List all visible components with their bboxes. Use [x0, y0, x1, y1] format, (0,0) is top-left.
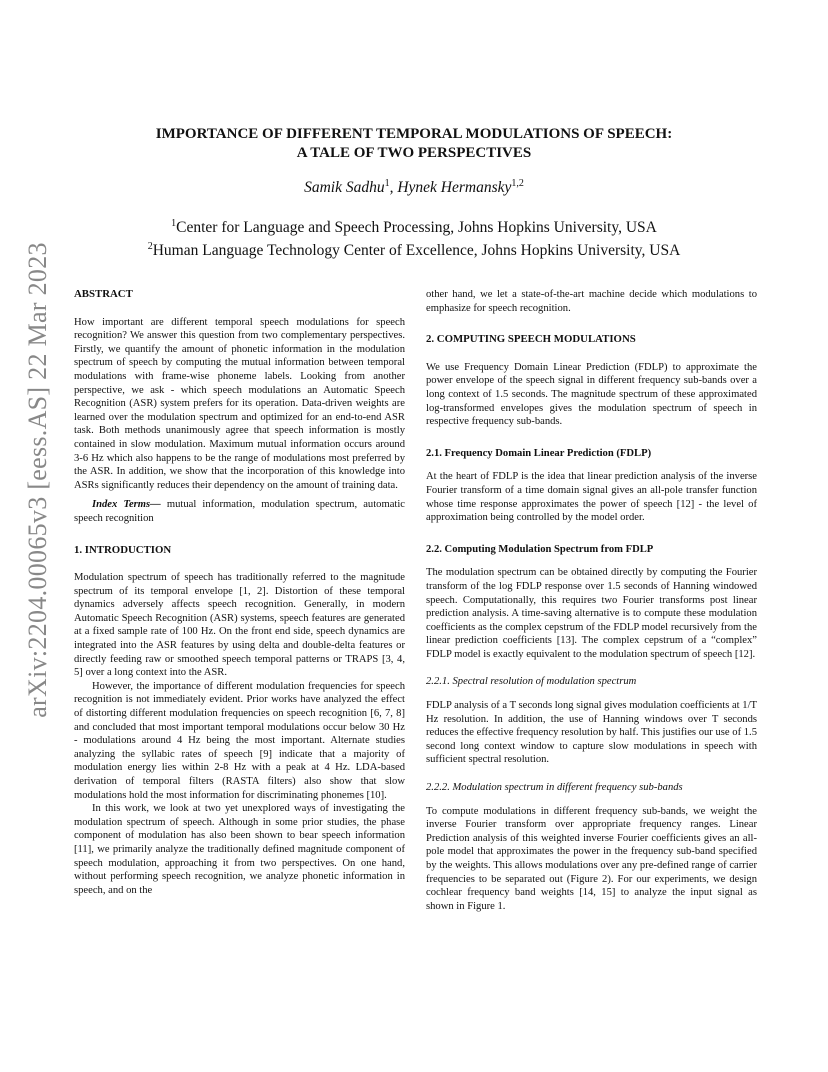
author-2-sup: 1,2 [511, 178, 524, 189]
right-column [426, 288, 757, 913]
continuation-paragraph: other hand, we let a state-of-the-art machine decide which modulations to emphasize for speech recognition. [426, 289, 757, 314]
subsection-2-2-2-heading: 2.2.2. Modulation spectrum in different frequency sub-bands [426, 782, 683, 794]
index-terms-label: Index Terms— [92, 499, 161, 511]
subsection-2-2-1-paragraph: FDLP analysis of a T seconds long signal gives modulation coefficients at 1/T Hz resolution. In addition, the use of Hanning windows over T seconds reduces the effective frequency resolution by half. This justifies our use of 1.5 second long context window to capture slow modulations in speech with sufficient spectral resolution. [426, 700, 757, 766]
arxiv-identifier: arXiv:2204.00065v3 [eess.AS] 22 Mar 2023 [23, 242, 52, 718]
left-column [74, 288, 405, 897]
subsection-2-2-paragraph: The modulation spectrum can be obtained directly by computing the Fourier transform of the log FDLP response over 1.5 seconds of Hanning windowed speech. Computationally, this requires two Fourier transforms post linear prediction analysis. A time-saving alternative is to compute these modulation coefficients as the complex cepstrum of the FDLP model recursively from the linear prediction coefficients [13]. The complex cepstrum of a “complex” FDLP model is exactly equivalent to the modulation spectrum of speech [12]. [426, 567, 757, 660]
index-terms-text: mutual information, modulation spectrum, automatic speech recognition [74, 499, 405, 524]
subsection-2-2-heading: 2.2. Computing Modulation Spectrum from FDLP [426, 543, 654, 555]
author-1: Samik Sadhu [304, 179, 385, 197]
section-2-paragraph: We use Frequency Domain Linear Prediction (FDLP) to approximate the power envelope of the speech signal in different frequency sub-bands over a long context of 1.5 seconds. The magnitude spectrum of these approximated log-transformed envelopes gives the modulation spectrum of speech in respective frequency sub-bands. [426, 361, 757, 428]
intro-paragraph-1: Modulation spectrum of speech has traditionally referred to the magnitude spectrum of its temporal envelope [1, 2]. Distortion of these temporal dynamics adversely affects speech recognition. Generally, in modern Automatic Speech Recognition (ASR) systems, speech features are generated at a fixed sample rate of 100 Hz. On the front end side, speech dynamics are integrated into the ASR features by using delta and double-delta features or directly feeding raw or smoothed speech temporal patterns or TRAPS [3, 4, 5] over a long context into the ASR. [74, 572, 405, 679]
subsection-2-2-1-heading: 2.2.1. Spectral resolution of modulation spectrum [426, 676, 637, 688]
abstract-text: How important are different temporal speech modulations for speech recognition? We answer this question from two complementary perspectives. Firstly, we quantify the amount of phonetic information in the modulation spectrum of speech by computing the mutual information between temporal modulations with frame-wise phoneme labels. Looking from another perspective, we ask - which speech modulations an Automatic Speech Recognition (ASR) system prefers for its operation. Data-driven weights are learned over the modulation spectrum and optimized for an end-to-end ASR task. Both methods unanimously agree that speech information is mostly contained in slow modulation. Maximum mutual information occurs around 3-6 Hz which also happens to be the range of modulations most preferred by the ASR. In addition, we show that the incorporation of this knowledge into ASRs significantly reduces their dependency on the amount of training data. [74, 316, 405, 491]
abstract-heading: ABSTRACT [74, 288, 133, 300]
index-terms [74, 498, 405, 525]
author-1-sup: 1 [384, 178, 390, 189]
title-line-2: A TALE OF TWO PERSPECTIVES [296, 145, 532, 161]
affiliation-1: $^1$Center for Language and Speech Processing, Johns Hopkins University, USA [171, 218, 657, 237]
section-2-heading: 2. COMPUTING SPEECH MODULATIONS [426, 333, 636, 346]
authors: Samik Sadhu$^1$, Hynek Hermansky$^{1,2}$ [304, 178, 524, 197]
arxiv-sidebar [18, 242, 58, 718]
author-2: Hynek Hermansky [397, 179, 512, 197]
title-line-1: IMPORTANCE OF DIFFERENT TEMPORAL MODULATIONS OF SPEECH: [155, 126, 673, 142]
subsection-2-1-heading: 2.1. Frequency Domain Linear Prediction (FDLP) [426, 447, 652, 459]
intro-paragraph-3: In this work, we look at two yet unexplored ways of investigating the modulation spectrum of speech. Although in some prior studies, the phase component of modulation has also been shown to bear speech information [11], we primarily analyze the traditionally defined magnitude component of speech modulation, approaching it from two perspectives. On one hand, without performing speech recognition, we analyze phonetic information in speech, and on the [74, 803, 405, 896]
subsection-2-2-2-paragraph: To compute modulations in different frequency sub-bands, we weight the inverse Fourier transform over appropriate frequency ranges. Linear Prediction analysis of this weighted inverse Fourier coefficients gives an all-pole model that approximates the power in the frequency sub-band specified by the weights. This allows modulations over any pre-defined range of carrier frequencies to be separated out (Figure 2). For our experiments, we design cochlear frequency band weights [14, 15] to analyze the input signal as shown in Figure 1. [426, 805, 757, 912]
introduction-heading: 1. INTRODUCTION [74, 543, 172, 556]
intro-paragraph-2: However, the importance of different modulation frequencies for speech recognition is not immediately evident. Prior works have analyzed the effect of distorting different modulation frequencies on speech recognition [6, 7, 8] and concluded that most important temporal modulations occur below 30 Hz - modulations around 4 Hz being the most important. Alternate studies analyzing the syllabic rates of speech [9] indicate that a majority of modulation energy lies within 2-8 Hz with a peak at 4 Hz. LDA-based derivation of temporal filters (RASTA filters) also show that slow modulations hold the most information for discriminating phonemes [10]. [74, 680, 405, 801]
subsection-2-1-paragraph: At the heart of FDLP is the idea that linear prediction analysis of the inverse Fourier transform of a time domain signal gives an all-pole transfer function whose time response approximates the power of speech [12] - the level of approximation being controlled by the model order. [426, 471, 757, 524]
affiliations [74, 214, 754, 260]
paper-title [74, 125, 754, 163]
affiliation-2: $^2$Human Language Technology Center of Excellence, Johns Hopkins University, USA [147, 241, 681, 260]
